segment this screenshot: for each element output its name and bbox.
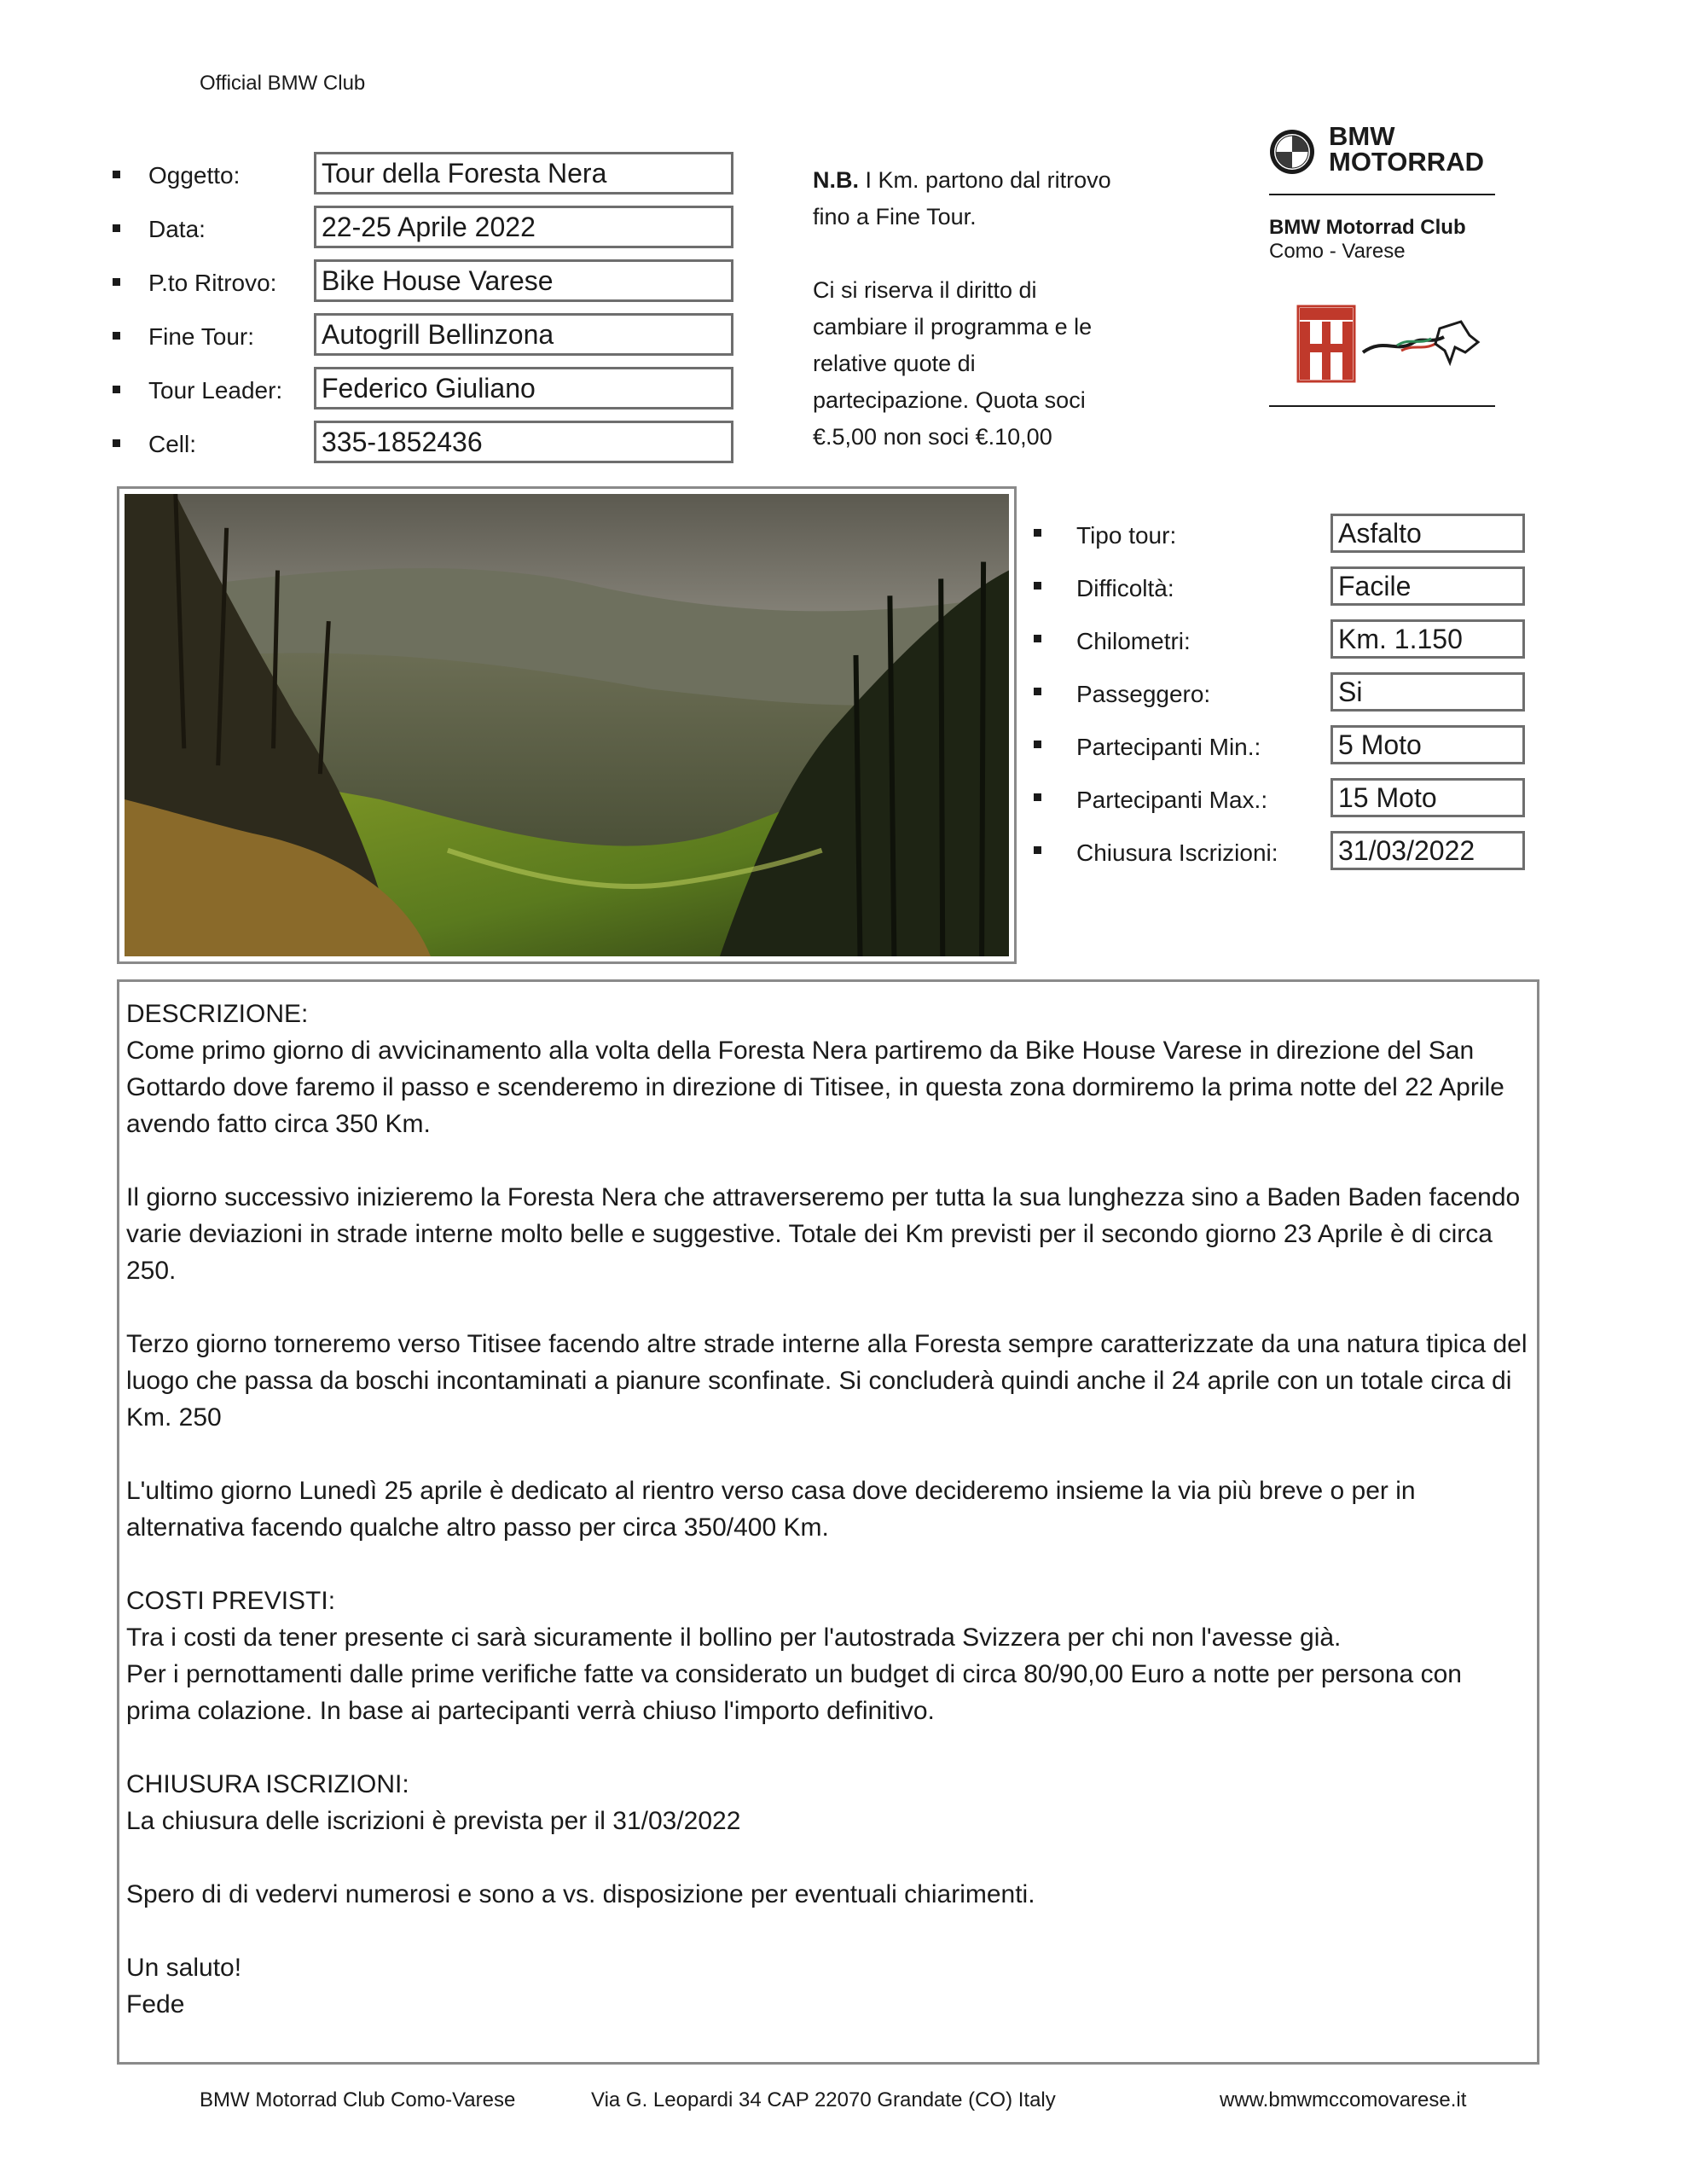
description-paragraph: Come primo giorno di avvicinamento alla volta della Foresta Nera partiremo da Bike House Varese in direzione del San Gottardo dove faremo il passo e scenderemo in direzione di Titisee, in questa zona dormiremo la prima notte del 22 Aprile avendo fatto circa 350 Km. (126, 1037, 1504, 1138)
tour-row-chiusura (1034, 831, 1528, 875)
description-heading: DESCRIZIONE: (126, 1000, 309, 1028)
note-line (813, 162, 1171, 199)
brand-name (1329, 121, 1484, 177)
info-row-data (113, 206, 761, 252)
info-value: 15 Moto (1330, 778, 1525, 817)
note-line: fino a Fine Tour. (813, 204, 977, 229)
costs-heading: COSTI PREVISTI: (126, 1587, 336, 1615)
club-logo (1269, 121, 1499, 418)
info-row-tour-leader (113, 367, 761, 413)
note-line: partecipazione. Quota soci (813, 387, 1086, 413)
tour-row-partecipanti-min (1034, 725, 1528, 770)
info-label: Chilometri: (1076, 628, 1191, 654)
info-value: 22-25 Aprile 2022 (314, 206, 733, 248)
info-label: Cell: (148, 431, 197, 457)
note-line: Ci si riserva il diritto di (813, 277, 1037, 303)
logo-divider (1269, 194, 1495, 195)
club-location: Como - Varese (1269, 240, 1406, 263)
tour-row-passeggero (1034, 672, 1528, 717)
bullet-icon (1034, 846, 1041, 854)
tour-row-chilometri (1034, 619, 1528, 664)
info-label: Tipo tour: (1076, 522, 1177, 549)
bullet-icon (113, 278, 120, 286)
note-line: relative quote di (813, 351, 976, 376)
bullet-icon (1034, 635, 1041, 642)
info-label: Oggetto: (148, 162, 241, 189)
info-value: Km. 1.150 (1330, 619, 1525, 659)
info-value: 5 Moto (1330, 725, 1525, 764)
info-label: Data: (148, 216, 206, 242)
note-text (813, 162, 1171, 456)
note-line: cambiare il programma e le (813, 314, 1093, 340)
info-label: Chiusura Iscrizioni: (1076, 839, 1278, 866)
bullet-icon (1034, 529, 1041, 537)
info-label: Partecipanti Min.: (1076, 734, 1261, 760)
info-value: Autogrill Bellinzona (314, 313, 733, 356)
info-value: Bike House Varese (314, 259, 733, 302)
forest-photo (117, 486, 1017, 964)
hope-text: Spero di di vedervi numerosi e sono a vs. disposizione per eventuali chiarimenti. (126, 1880, 1035, 1908)
bullet-icon (113, 224, 120, 232)
official-club-label: Official BMW Club (200, 72, 366, 95)
bullet-icon (1034, 741, 1041, 748)
bullet-icon (1034, 793, 1041, 801)
info-row-oggetto (113, 152, 761, 198)
bullet-icon (113, 171, 120, 178)
info-label: Partecipanti Max.: (1076, 787, 1268, 813)
description-box (117, 979, 1539, 2065)
info-row-ritrovo (113, 259, 761, 305)
tour-row-partecipanti-max (1034, 778, 1528, 822)
info-label: P.to Ritrovo: (148, 270, 277, 296)
tour-row-difficolta (1034, 566, 1528, 611)
closing-heading: CHIUSURA ISCRIZIONI: (126, 1770, 409, 1798)
info-label: Passeggero: (1076, 681, 1211, 707)
costs-text: Per i pernottamenti dalle prime verifiche fatte va considerato un budget di circa 80/90,00 Euro a notte per persona con prima colazione. In base ai partecipanti verrà chiuso l'importo definitivo. (126, 1660, 1462, 1725)
description-paragraph: Il giorno successivo inizieremo la Foresta Nera che attraverseremo per tutta la sua lunghezza sino a Baden Baden facendo varie deviazioni in strade interne molto belle e suggestive. Totale dei Km previsti per il secondo giorno 23 Aprile è di circa 250. (126, 1183, 1521, 1285)
info-value: Tour della Foresta Nera (314, 152, 733, 195)
brand-line: MOTORRAD (1329, 147, 1484, 177)
bmw-roundel-icon (1269, 129, 1315, 175)
bullet-icon (1034, 582, 1041, 590)
costs-text: Tra i costi da tener presente ci sarà sicuramente il bollino per l'autostrada Svizzera per chi non l'avesse già. (126, 1623, 1342, 1652)
footer-website-link[interactable]: www.bmwmccomovarese.it (1220, 2088, 1467, 2111)
closing-text: La chiusura delle iscrizioni è prevista per il 31/03/2022 (126, 1807, 741, 1835)
logo-divider (1269, 405, 1495, 407)
greeting: Un saluto! (126, 1954, 242, 1982)
info-value: Federico Giuliano (314, 367, 733, 410)
description-paragraph: L'ultimo giorno Lunedì 25 aprile è dedicato al rientro verso casa dove decideremo insieme la via più breve o per in alternativa facendo qualche altro passo per circa 350/400 Km. (126, 1477, 1416, 1542)
bullet-icon (113, 332, 120, 340)
info-label: Fine Tour: (148, 323, 254, 350)
info-value: 335-1852436 (314, 421, 733, 463)
info-value: Facile (1330, 566, 1525, 606)
description-paragraph: Terzo giorno torneremo verso Titisee facendo altre strade interne alla Foresta sempre caratterizzate da una natura tipica del luogo che passa da boschi incontaminati a pianure sconfinate. Si concluderà quindi anche il 24 aprile con un totale circa di Km. 250 (126, 1330, 1528, 1432)
forest-landscape-image (125, 494, 1009, 956)
tour-row-tipo (1034, 514, 1528, 558)
info-label: Tour Leader: (148, 377, 283, 404)
bullet-icon (113, 386, 120, 393)
signature: Fede (126, 1990, 185, 2018)
info-value: Asfalto (1330, 514, 1525, 553)
note-line: €.5,00 non soci €.10,00 (813, 424, 1052, 450)
info-row-fine-tour (113, 313, 761, 359)
bullet-icon (1034, 688, 1041, 695)
note-prefix: N.B. (813, 167, 859, 193)
note-line-rest: I Km. partono dal ritrovo (859, 167, 1111, 193)
brand-line: BMW (1329, 121, 1395, 151)
footer-address: Via G. Leopardi 34 CAP 22070 Grandate (CO) Italy (591, 2088, 1056, 2111)
info-row-cell (113, 421, 761, 467)
club-name: BMW Motorrad Club (1269, 216, 1466, 239)
footer-club: BMW Motorrad Club Como-Varese (200, 2088, 516, 2111)
info-label: Difficoltà: (1076, 575, 1174, 601)
club-emblem-icon (1295, 303, 1482, 388)
info-value: Si (1330, 672, 1525, 712)
info-value: 31/03/2022 (1330, 831, 1525, 870)
bullet-icon (113, 439, 120, 447)
